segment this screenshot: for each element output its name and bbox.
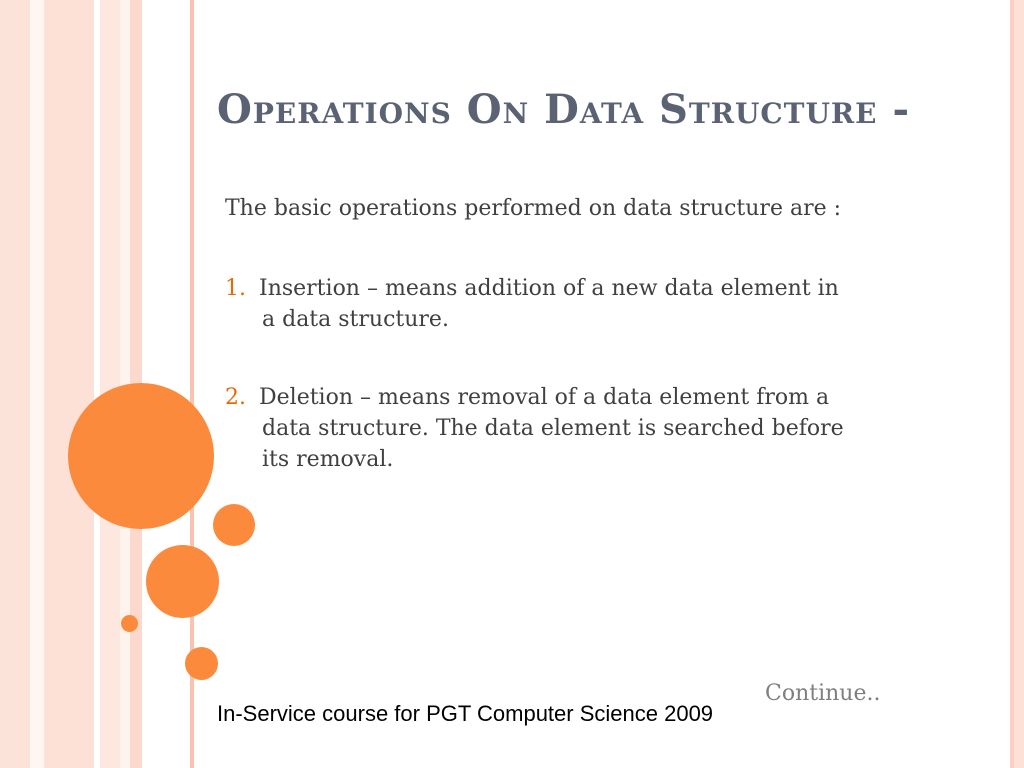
intro-text: The basic operations performed on data structure are :	[225, 196, 842, 221]
decor-circle	[146, 545, 219, 618]
decor-stripe	[0, 0, 30, 768]
decor-stripe	[100, 0, 120, 768]
list-item	[225, 273, 905, 335]
decor-stripe-right	[1010, 0, 1014, 768]
slide-title: Operations On Data Structure -	[217, 86, 911, 133]
list-number: 1.	[225, 276, 246, 301]
decor-circle-small	[121, 615, 138, 632]
decor-circle	[185, 647, 218, 680]
list-item-text: data structure. The data element is searched before	[262, 416, 844, 441]
list-item-text: Insertion – means addition of a new data element in	[259, 276, 839, 301]
list-item-text: its removal.	[262, 447, 394, 472]
continue-label: Continue..	[765, 681, 881, 706]
list-item-text: Deletion – means removal of a data element from a	[259, 385, 830, 410]
footer-text: In-Service course for PGT Computer Science 2009	[217, 701, 714, 726]
list-number: 2.	[225, 385, 246, 410]
decor-stripe-right	[1014, 0, 1024, 768]
decor-stripe	[30, 0, 44, 768]
decor-stripe	[44, 0, 94, 768]
list-item-text: a data structure.	[262, 307, 449, 332]
list-item	[225, 382, 905, 475]
decor-circle	[213, 504, 255, 546]
decor-circle-large	[68, 383, 214, 529]
